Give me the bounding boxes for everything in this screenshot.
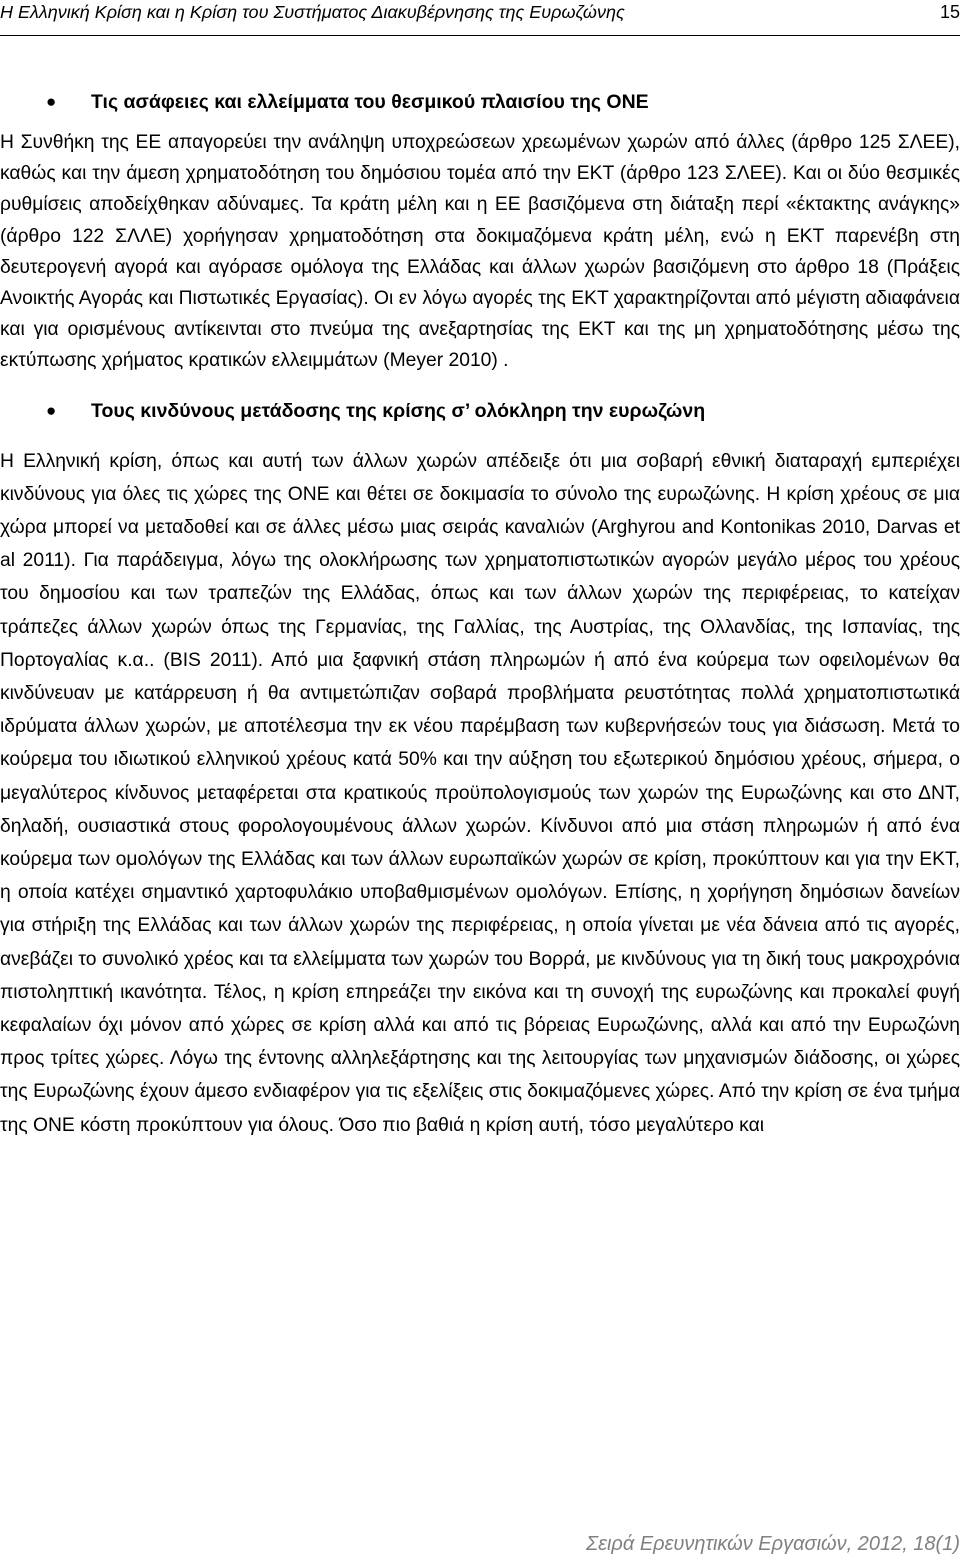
paragraph-institutional-gaps: Η Συνθήκη της ΕΕ απαγορεύει την ανάληψη υποχρεώσεων χρεωμένων χωρών από άλλες (άρθρο 125 ΣΛΕΕ), καθώς και την άμεση χρηματοδότηση του δημόσιου τομέα από την ΕΚΤ (άρθρο 123 ΣΛΕΕ). Και οι δύο θεσμικές ρυθμίσεις αποδείχθηκαν αδύναμες. Τα κράτη μέλη και η ΕΕ βασιζόμενα στη διάταξη περί «έκτακτης ανάγκης» (άρθρο 122 ΣΛΛΕ) χορήγησαν χρηματοδότηση στα δοκιμαζόμενα κράτη μέλη, ενώ η ΕΚΤ παρενέβη στη δευτερογενή αγορά και αγόρασε ομόλογα της Ελλάδας και άλλων χωρών βασιζόμενη στο άρθρο 18 (Πράξεις Ανοικτής Αγοράς και Πιστωτικές Εργασίας). Οι εν λόγω αγορές της ΕΚΤ χαρακτηρίζονται από μέγιστη αδιαφάνεια και για ορισμένους αντίκεινται στο πνεύμα της ανεξαρτησίας της ΕΚΤ και της μη χρηματοδότησης μέσω της εκτύπωσης χρήματος κρατικών ελλειμμάτων (Meyer 2010) . [0,132,960,372]
section-heading-institutional-gaps [0,88,960,116]
section-heading-text: Τους κινδύνους μετάδοσης της κρίσης σ’ ολόκληρη την ευρωζώνη [91,399,706,422]
header-divider [0,35,960,36]
section-heading-text: Τις ασάφειες και ελλείμματα του θεσμικού πλαισίου της ΟΝΕ [91,91,649,113]
paragraph-contagion-risks: Η Ελληνική κρίση, όπως και αυτή των άλλων χωρών απέδειξε ότι μια σοβαρή εθνική διαταραχή εμπεριέχει κινδύνους για όλες τις χώρες της ΟΝΕ και θέτει σε δοκιμασία το σύνολο της ευρωζώνης. Η κρίση χρέους σε μια χώρα μπορεί να μεταδοθεί και σε άλλες μέσω μιας σειράς καναλιών (Arghyrou and Kontonikas 2010, Darvas et al 2011). Για παράδειγμα, λόγω της ολοκλήρωσης των χρηματοπιστωτικών αγορών μεγάλο μέρος του χρέους του δημοσίου και των τραπεζών της Ελλάδας, όπως και των άλλων χωρών της περιφέρειας, το κατείχαν τράπεζες άλλων χωρών όπως της Γερμανίας, της Γαλλίας, της Αυστρίας, της Ολλανδίας, της Ισπανίας, της Πορτογαλίας κ.α.. (BIS 2011). Από μια ξαφνική στάση πληρωμών ή από ένα κούρεμα των οφειλομένων θα κινδύνευαν με κατάρρευση ή θα αντιμετώπιζαν σοβαρά προβλήματα ρευστότητας πολλά χρηματοπιστωτικά ιδρύματα άλλων χωρών, με αποτέλεσμα την εκ νέου παρέμβαση των κυβερνήσεών τους για διάσωση. Μετά το κούρεμα του ιδιωτικού ελληνικού χρέους κατά 50% και την αύξηση του εξωτερικού δημόσιου χρέους, σήμερα, ο μεγαλύτερος κίνδυνος μεταφέρεται στα κρατικούς προϋπολογισμούς των χωρών της Ευρωζώνης και στο ΔΝΤ, δηλαδή, ουσιαστικά στους φορολογουμένους άλλων χωρών. Κίνδυνοι από μια στάση πληρωμών ή από ένα κούρεμα των ομολόγων της Ελλάδας και των άλλων ευρωπαϊκών χωρών σε κρίση, προκύπτουν και για την ΕΚΤ, η οποία κατέχει σημαντικό χαρτοφυλάκιο υποβαθμισμένων ομολόγων. Επίσης, η χορήγηση δημόσιων δανείων για στήριξη της Ελλάδας και των άλλων χωρών της περιφέρειας, η οποία γίνεται με νέα δάνεια από τις αγορές, ανεβάζει το συνολικό χρέος και τα ελλείμματα των χωρών του Βορρά, με κινδύνους για τη δική τους μακροχρόνια πιστοληπτική ικανότητα. Τέλος, η κρίση επηρεάζει την εικόνα και τη συνοχή της ευρωζώνης και προκαλεί φυγή κεφαλαίων όχι μόνον από χώρες σε κρίση αλλά και από τις βόρειας Ευρωζώνης, αλλά και από την Ευρωζώνη προς τρίτες χώρες. Λόγω της έντονης αλληλεξάρτησης και της λειτουργίας των μηχανισμών διάδοσης, οι χώρες της Ευρωζώνης έχουν άμεσο ενδιαφέρον για τις εξελίξεις στις δοκιμαζόμενες χώρες. Από την κρίση σε ένα τμήμα της ΟΝΕ κόστη προκύπτουν για όλους. Όσο πιο βαθιά η κρίση αυτή, τόσο μεγαλύτερο και [0,450,960,1136]
page-footer: Σειρά Ερευνητικών Εργασιών, 2012, 18(1) [586,1533,960,1555]
page-header [0,0,960,42]
page-number: 15 [939,2,960,22]
running-title: Η Ελληνική Κρίση και η Κρίση του Συστήματος Διακυβέρνησης της Ευρωζώνης [0,2,625,22]
bullet-icon: ● [46,92,57,111]
main-content [0,88,960,1142]
section-heading-contagion-risks [0,397,960,425]
bullet-icon: ● [46,400,57,420]
